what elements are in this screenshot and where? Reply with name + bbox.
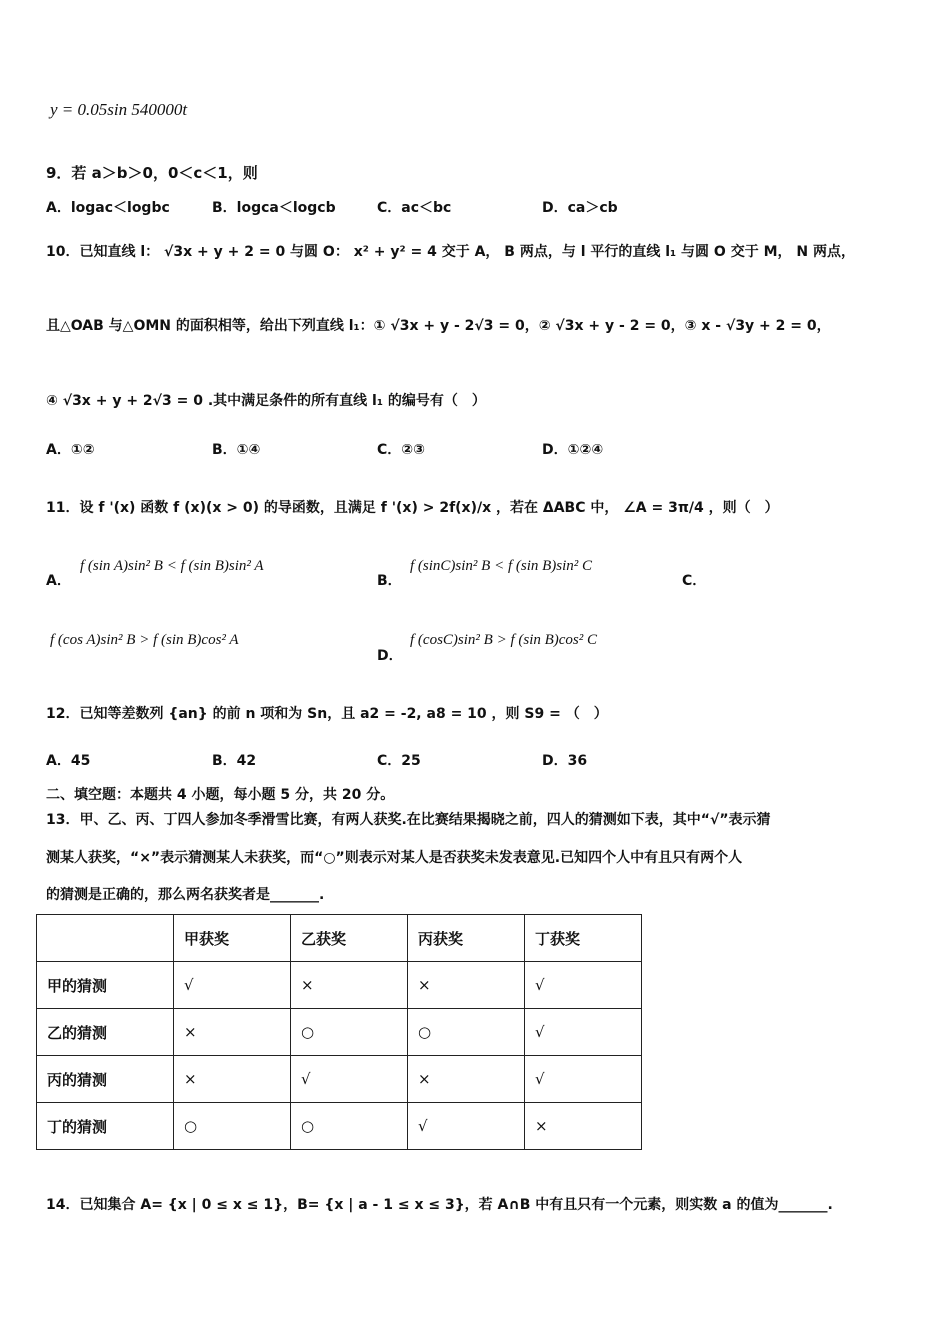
- q9-option-c: C．ac＜bc: [377, 200, 452, 216]
- table-cell: ×: [174, 1056, 291, 1103]
- q9-stem: 9．若 a＞b＞0，0＜c＜1，则: [46, 164, 258, 182]
- table-row-label: 甲的猜测: [37, 962, 174, 1009]
- table-row-label: 乙的猜测: [37, 1009, 174, 1056]
- table-row: [37, 962, 642, 1009]
- table-cell: ×: [408, 1056, 525, 1103]
- q9-option-d: D．ca＞cb: [542, 200, 618, 216]
- q12-option-c: C．25: [377, 753, 421, 769]
- table-cell: √: [525, 1009, 642, 1056]
- table-row: [37, 1009, 642, 1056]
- table-cell: ×: [408, 962, 525, 1009]
- table-row-label: 丁的猜测: [37, 1103, 174, 1150]
- table-row: [37, 1103, 642, 1150]
- q11-option-a-label: A．: [46, 573, 71, 589]
- q14-stem: 14．已知集合 A= {x | 0 ≤ x ≤ 1}，B= {x | a - 1 ≤ x ≤ 3}，若 A∩B 中有且只有一个元素，则实数 a 的值为_______.: [46, 1197, 833, 1213]
- q12-option-d: D．36: [542, 753, 588, 769]
- q10-line1: 10．已知直线 l： √3x + y + 2 = 0 与圆 O： x² + y² = 4 交于 A， B 两点，与 l 平行的直线 l₁ 与圆 O 交于 M， N 两点，: [46, 244, 855, 260]
- q10-option-c: C．②③: [377, 442, 425, 458]
- q11-option-a: f (sin A)sin² B < f (sin B)sin² A: [80, 558, 264, 574]
- q13-line1: 13．甲、乙、丙、丁四人参加冬季滑雪比赛，有两人获奖.在比赛结果揭晓之前，四人的猜测如下表，其中“√”表示猜: [46, 812, 771, 828]
- table-cell: ○: [291, 1009, 408, 1056]
- table-header-cell: 乙获奖: [291, 915, 408, 962]
- table-cell: √: [291, 1056, 408, 1103]
- q11-option-b-label: B．: [377, 573, 402, 589]
- table-cell: ×: [525, 1103, 642, 1150]
- q9-option-b: B．logca＜logcb: [212, 200, 336, 216]
- q13-line2: 测某人获奖，“×”表示猜测某人未获奖，而“○”则表示对某人是否获奖未发表意见.已知四个人中有且只有两个人: [46, 850, 743, 866]
- table-cell: √: [525, 1056, 642, 1103]
- table-header-row: [37, 915, 642, 962]
- q11-option-d-label: D．: [377, 648, 403, 664]
- q12-stem: 12．已知等差数列 {an} 的前 n 项和为 Sn，且 a2 = -2, a8 = 10 ，则 S9 = （ ）: [46, 706, 608, 722]
- q11-stem: 11．设 f '(x) 函数 f (x)(x > 0) 的导函数，且满足 f '(x) > 2f(x)/x ，若在 ΔABC 中， ∠A = 3π/4 ，则（ ）: [46, 500, 779, 516]
- table-row: [37, 1056, 642, 1103]
- table-cell: √: [525, 962, 642, 1009]
- q9-option-a: A．logac＜logbc: [46, 200, 170, 216]
- q11-option-d: f (cosC)sin² B > f (sin B)cos² C: [410, 632, 598, 648]
- table-header-cell: [37, 915, 174, 962]
- q11-option-b: f (sinC)sin² B < f (sin B)sin² C: [410, 558, 593, 574]
- q10-option-a: A．①②: [46, 442, 95, 458]
- q11-option-c: f (cos A)sin² B > f (sin B)cos² A: [50, 632, 239, 648]
- q10-option-d: D．①②④: [542, 442, 604, 458]
- table-header-cell: 丙获奖: [408, 915, 525, 962]
- table-cell: ×: [291, 962, 408, 1009]
- guess-table: [36, 914, 642, 1150]
- table-cell: ○: [408, 1009, 525, 1056]
- formula-top: y = 0.05sin 540000t: [50, 100, 188, 119]
- q10-option-b: B．①④: [212, 442, 261, 458]
- table-header-cell: 丁获奖: [525, 915, 642, 962]
- q10-line3: ④ √3x + y + 2√3 = 0 .其中满足条件的所有直线 l₁ 的编号有（ ）: [46, 393, 486, 409]
- table-row-label: 丙的猜测: [37, 1056, 174, 1103]
- q12-option-a: A．45: [46, 753, 91, 769]
- table-header-cell: 甲获奖: [174, 915, 291, 962]
- q11-option-c-label: C．: [682, 573, 707, 589]
- table-cell: ×: [174, 1009, 291, 1056]
- table-cell: ○: [174, 1103, 291, 1150]
- section-2-heading: 二、填空题：本题共 4 小题，每小题 5 分，共 20 分。: [46, 787, 395, 803]
- table-cell: √: [408, 1103, 525, 1150]
- q13-line3: 的猜测是正确的，那么两名获奖者是_______.: [46, 887, 325, 903]
- q10-line2: 且△OAB 与△OMN 的面积相等，给出下列直线 l₁：① √3x + y - 2√3 = 0，② √3x + y - 2 = 0，③ x - √3y + 2 = 0，: [46, 318, 831, 334]
- q12-option-b: B．42: [212, 753, 257, 769]
- table-cell: √: [174, 962, 291, 1009]
- table-cell: ○: [291, 1103, 408, 1150]
